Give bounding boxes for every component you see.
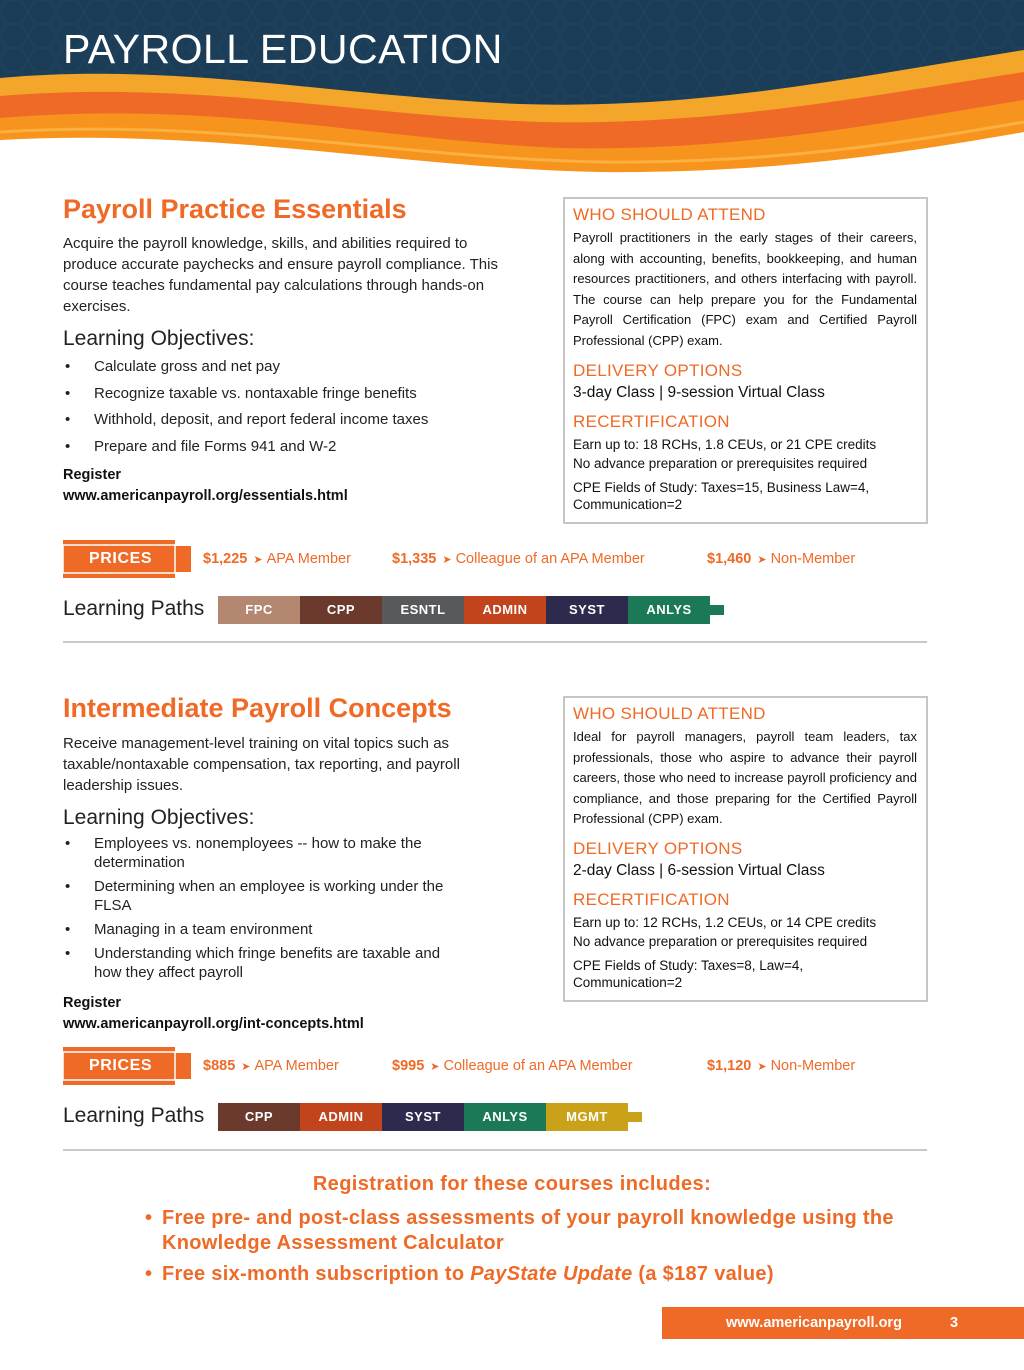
info-box bbox=[563, 696, 928, 1002]
path-chip-tab bbox=[710, 605, 724, 615]
objective-item: • Withhold, deposit, and report federal income taxes bbox=[65, 411, 429, 428]
register-link[interactable]: www.americanpayroll.org/int-concepts.html bbox=[63, 1016, 364, 1032]
price-item: $885 ➤ APA Member bbox=[203, 1058, 339, 1074]
path-chip-tab bbox=[628, 1112, 642, 1122]
prices-label: PRICES bbox=[89, 1057, 153, 1074]
objective-item: • Calculate gross and net pay bbox=[65, 358, 280, 375]
path-chip-label: MGMT bbox=[566, 1109, 608, 1124]
path-chip-label: ADMIN bbox=[482, 602, 528, 617]
objective-item: • Prepare and file Forms 941 and W-2 bbox=[65, 437, 337, 455]
course-title: Intermediate Payroll Concepts bbox=[63, 693, 452, 723]
path-chip-label: ANLYS bbox=[646, 602, 692, 617]
learning-paths-chips bbox=[218, 1103, 642, 1131]
recert-heading: RECERTIFICATION bbox=[573, 889, 730, 909]
recert-heading: RECERTIFICATION bbox=[573, 411, 730, 431]
path-chip-label: SYST bbox=[405, 1109, 441, 1124]
register-label: Register bbox=[63, 467, 122, 483]
info-box bbox=[563, 197, 928, 524]
delivery-heading: DELIVERY OPTIONS bbox=[573, 838, 743, 858]
price-item: $1,225 ➤ APA Member bbox=[203, 551, 351, 567]
who-heading: WHO SHOULD ATTEND bbox=[573, 704, 766, 723]
prices-row bbox=[63, 540, 943, 578]
course-title: Payroll Practice Essentials bbox=[63, 194, 407, 224]
who-heading: WHO SHOULD ATTEND bbox=[573, 205, 766, 224]
prices-label: PRICES bbox=[89, 550, 153, 567]
recert-line: No advance preparation or prerequisites required bbox=[573, 934, 868, 950]
footer-url-link[interactable]: www.americanpayroll.org bbox=[726, 1315, 902, 1331]
learning-paths-label: Learning Paths bbox=[63, 1104, 205, 1127]
learning-paths-row bbox=[63, 596, 763, 626]
path-chip-label: ANLYS bbox=[482, 1109, 528, 1124]
path-chip-label: SYST bbox=[569, 602, 605, 617]
price-item: $1,460 ➤ Non-Member bbox=[707, 551, 856, 567]
page-footer bbox=[662, 1307, 1024, 1339]
objective-item: • Employees vs. nonemployees -- how to make the determination bbox=[65, 835, 422, 871]
prices-row bbox=[63, 1047, 943, 1085]
path-chip-label: CPP bbox=[244, 1109, 274, 1124]
recert-line: No advance preparation or prerequisites required bbox=[573, 456, 868, 472]
objectives-list bbox=[63, 357, 503, 456]
registration-list bbox=[145, 1206, 905, 1293]
objective-item: • Managing in a team environment bbox=[65, 921, 313, 938]
course-description: Receive management-level training on vital topics such as taxable/nontaxable compensation, tax reporting, and payroll leadership issues. bbox=[63, 735, 460, 794]
register-link[interactable]: www.americanpayroll.org/essentials.html bbox=[63, 488, 348, 504]
price-item: $1,120 ➤ Non-Member bbox=[707, 1058, 856, 1074]
recert-line: Earn up to: 18 RCHs, 1.8 CEUs, or 21 CPE credits bbox=[573, 436, 877, 452]
registration-item: • Free six-month subscription to PayState Update (a $187 value) bbox=[145, 1263, 774, 1285]
objective-item: • Recognize taxable vs. nontaxable fringe benefits bbox=[65, 384, 417, 402]
learning-paths-row bbox=[63, 1103, 763, 1133]
delivery-text: 3-day Class | 9-session Virtual Class bbox=[573, 383, 825, 401]
objectives-heading: Learning Objectives: bbox=[63, 327, 255, 350]
cpe-fields: CPE Fields of Study: Taxes=8, Law=4, Communication=2 bbox=[573, 957, 804, 990]
who-text: Payroll practitioners in the early stages of their careers, along with accounting, benefits, bookkeeping, and human resources practitioners, and others interfacing with payroll. The course can help prepare you for the Fundamental Payroll Certification (FPC) exam and Certified Payroll Professional (CPP) exam. bbox=[573, 230, 917, 348]
price-item: $995 ➤ Colleague of an APA Member bbox=[392, 1058, 633, 1074]
path-chip-label: CPP bbox=[326, 602, 356, 617]
objectives-heading: Learning Objectives: bbox=[63, 806, 255, 829]
register-block bbox=[63, 465, 348, 507]
delivery-heading: DELIVERY OPTIONS bbox=[573, 360, 743, 380]
delivery-text: 2-day Class | 6-session Virtual Class bbox=[573, 861, 825, 879]
learning-paths-label: Learning Paths bbox=[63, 597, 205, 620]
course-description: Acquire the payroll knowledge, skills, and abilities required to produce accurate paychecks and ensure payroll compliance. This course teaches fundamental pay calculations through hands-on exercises. bbox=[63, 235, 498, 315]
register-label: Register bbox=[63, 995, 122, 1011]
path-chip-label: ESNTL bbox=[400, 602, 446, 617]
cpe-fields: CPE Fields of Study: Taxes=15, Business Law=4, Communication=2 bbox=[573, 479, 870, 512]
price-item: $1,335 ➤ Colleague of an APA Member bbox=[392, 551, 645, 567]
who-text: Ideal for payroll managers, payroll team leaders, tax professionals, those who aspire to advance their payroll careers, those who need to increase payroll proficiency and compliance, and those preparing for the Certified Payroll Professional (CPP) exam. bbox=[573, 729, 917, 827]
objective-item: • Understanding which fringe benefits are taxable and how they affect payroll bbox=[65, 945, 441, 981]
prices-tag bbox=[63, 540, 191, 578]
page-title: PAYROLL EDUCATION bbox=[63, 26, 503, 72]
objectives-list bbox=[63, 834, 483, 982]
page-header bbox=[0, 0, 1024, 180]
objective-item: • Determining when an employee is working under the FLSA bbox=[65, 878, 444, 914]
page-number: 3 bbox=[950, 1315, 959, 1331]
registration-heading: Registration for these courses includes: bbox=[312, 1173, 712, 1195]
learning-paths-chips bbox=[218, 596, 724, 624]
registration-item: • Free pre- and post-class assessments of your payroll knowledge using the Knowledge Assessment Calculator bbox=[145, 1207, 894, 1254]
path-chip-label: FPC bbox=[245, 602, 273, 617]
section-divider bbox=[63, 1149, 927, 1151]
section-divider bbox=[63, 641, 927, 643]
path-chip-label: ADMIN bbox=[318, 1109, 364, 1124]
prices-tag bbox=[63, 1047, 191, 1085]
register-block bbox=[63, 993, 364, 1035]
recert-line: Earn up to: 12 RCHs, 1.2 CEUs, or 14 CPE credits bbox=[573, 914, 877, 930]
